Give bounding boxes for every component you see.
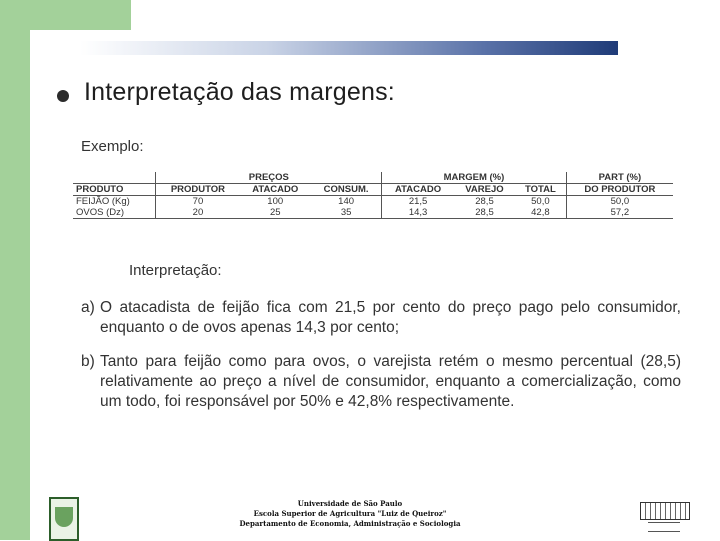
- table-row: [73, 196, 673, 208]
- top-green-band: [30, 0, 131, 30]
- footer-school: Escola Superior de Agricultura "Luiz de Queiroz": [253, 509, 447, 518]
- col-total: TOTAL: [524, 184, 556, 195]
- cell: 21,5: [382, 196, 454, 208]
- side-green-band: [0, 0, 30, 540]
- interpretation-label: Interpretação:: [129, 262, 222, 279]
- cell: 25: [269, 207, 281, 218]
- cell: 14,3: [382, 207, 454, 219]
- cell: 70: [156, 196, 239, 208]
- cell: 42,8: [531, 207, 550, 218]
- col-produtor: PRODUTOR: [156, 184, 239, 196]
- table-row: [73, 207, 673, 219]
- slide-title: Interpretação das margens:: [84, 78, 395, 106]
- col-atacado-preco: ATACADO: [252, 184, 299, 195]
- shield-icon: [55, 507, 73, 527]
- col-varejo: VAREJO: [465, 184, 504, 195]
- header-spacer: [73, 172, 156, 184]
- footer-university: Universidade de São Paulo: [297, 499, 403, 508]
- cell: OVOS (Dz): [76, 207, 125, 218]
- bullet-icon: [57, 90, 69, 102]
- col-do-produtor: DO PRODUTOR: [566, 184, 673, 196]
- col-produto: PRODUTO: [76, 184, 124, 195]
- cell: 20: [156, 207, 239, 219]
- cell: 50,0: [566, 196, 673, 208]
- col-atacado-margem: ATACADO: [382, 184, 454, 196]
- list-item: [81, 298, 681, 338]
- item-marker: b): [81, 353, 95, 370]
- cell: 35: [340, 207, 352, 218]
- building-base-icon: [648, 522, 680, 532]
- footer-department: Departamento de Economia, Administração e Sociologia: [239, 519, 461, 528]
- building-facade-icon: [640, 502, 690, 520]
- title-gradient-bar: [80, 41, 618, 55]
- cell: 28,5: [475, 207, 494, 218]
- cell: 140: [338, 196, 355, 207]
- lcf-esalq-logo: [634, 492, 694, 538]
- item-text: O atacadista de feijão fica com 21,5 por cento do preço pago pelo consumidor, enquanto o de ovos apenas 14,3 por cento;: [100, 299, 681, 336]
- item-marker: a): [81, 299, 95, 316]
- header-margem: MARGEM (%): [382, 172, 567, 184]
- list-item: [81, 352, 681, 412]
- cell: 28,5: [475, 196, 494, 207]
- esalq-logo: [49, 497, 79, 541]
- price-margin-table: [73, 172, 673, 219]
- col-consum: CONSUM.: [323, 184, 369, 195]
- cell: 50,0: [531, 196, 550, 207]
- header-part: PART (%): [566, 172, 673, 184]
- cell: 57,2: [566, 207, 673, 219]
- example-label: Exemplo:: [81, 138, 144, 155]
- cell: 100: [267, 196, 284, 207]
- item-text: Tanto para feijão como para ovos, o varejista retém o mesmo percentual (28,5) relativamente ao preço a nível de consumidor, enquanto a comercialização, como um todo, foi responsável por 50% e 42,8% respectivamente.: [100, 353, 681, 410]
- price-table-container: [73, 172, 673, 219]
- footer: [200, 499, 500, 529]
- header-precos: PREÇOS: [156, 172, 382, 184]
- cell: FEIJÃO (Kg): [76, 196, 130, 207]
